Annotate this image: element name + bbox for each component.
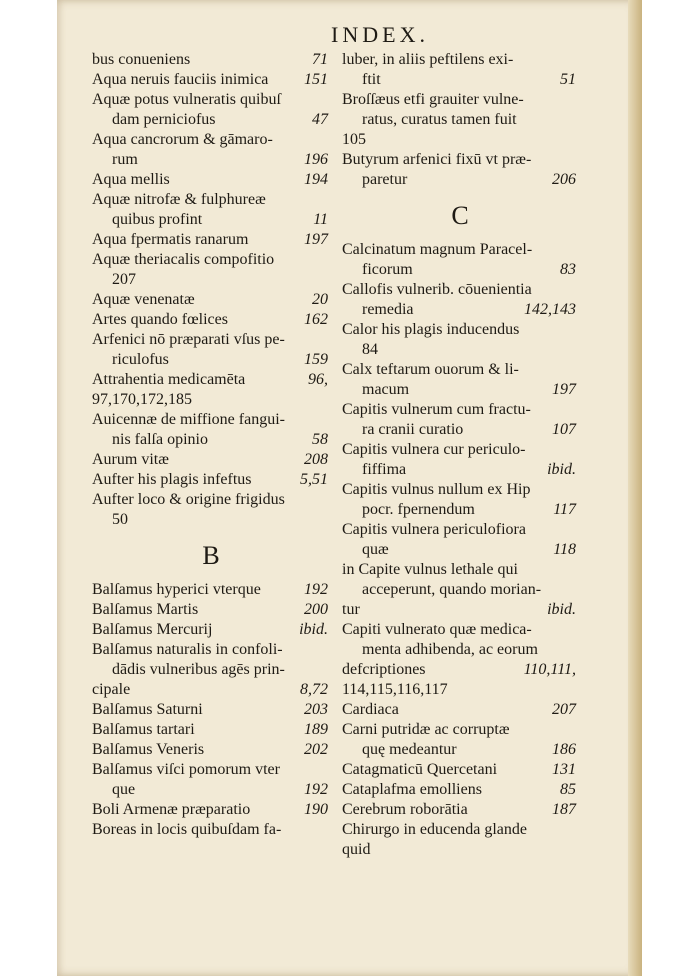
index-column-left <box>92 50 330 840</box>
entry-text: Balſamus Martis <box>92 601 199 618</box>
entry-text: defcriptiones <box>342 661 426 678</box>
page-reference: 189 <box>304 721 328 738</box>
index-entry <box>92 640 330 680</box>
entry-text: Aqua fpermatis ranarum <box>92 231 249 248</box>
page-edge <box>628 0 642 976</box>
page-reference: 5,51 <box>300 471 328 488</box>
page-reference: 110,111, <box>523 661 576 678</box>
index-entry <box>342 480 578 520</box>
entry-text: Balſamus Saturni <box>92 701 203 718</box>
index-column-right <box>342 50 578 860</box>
index-entry <box>92 800 330 820</box>
index-entry <box>92 820 330 840</box>
index-entry <box>342 720 578 760</box>
index-entry <box>92 600 330 620</box>
index-entry <box>92 90 330 130</box>
index-entry <box>92 330 330 370</box>
index-entry <box>342 660 578 680</box>
entry-continuation: quæ <box>362 541 389 558</box>
index-entry <box>92 190 330 230</box>
page-reference: 162 <box>304 311 328 328</box>
page-reference: 20 <box>312 291 328 308</box>
entry-continuation: macum <box>362 381 410 398</box>
index-entry <box>342 400 578 440</box>
entry-text: Auicennæ de miffione fangui- <box>92 411 285 428</box>
entry-text: Boli Armenæ præparatio <box>92 801 251 818</box>
entry-text: Aquæ theriacalis compofitio <box>92 251 275 268</box>
entry-text: Calor his plagis inducendus <box>342 321 520 338</box>
index-entry <box>342 760 578 780</box>
index-entry <box>342 800 578 820</box>
entry-continuation: quę medeantur <box>362 741 457 758</box>
page-reference: 71 <box>312 51 328 68</box>
entry-text: Chirurgo in educenda glande <box>342 821 527 838</box>
page-reference: 118 <box>553 541 576 558</box>
entry-text: Aufter loco & origine frigidus <box>92 491 285 508</box>
index-entry <box>342 820 578 840</box>
entry-text: Callofis vulnerib. cōuenientia <box>342 281 532 298</box>
entry-text: Aquæ potus vulneratis quibuſ <box>92 91 281 108</box>
index-entry <box>342 840 578 860</box>
entry-text: Broſſæus etfi grauiter vulne- <box>342 91 524 108</box>
entry-continuation: dam perniciofus <box>112 111 216 128</box>
index-entry <box>92 230 330 250</box>
index-entry <box>92 470 330 490</box>
index-entry <box>92 700 330 720</box>
entry-text: Capitis vulnerum cum fractu- <box>342 401 531 418</box>
entry-text: Capitis vulnus nullum ex Hip <box>342 481 531 498</box>
page-reference: 206 <box>552 171 576 188</box>
entry-continuation: paretur <box>362 171 408 188</box>
entry-text: Attrahentia medicamēta <box>92 371 246 388</box>
index-entry <box>92 490 330 530</box>
entry-continuation: rum <box>112 151 138 168</box>
index-entry <box>342 50 578 90</box>
page-reference: 142,143 <box>524 301 576 318</box>
entry-continuation: remedia <box>362 301 414 318</box>
index-entry <box>342 700 578 720</box>
page-reference: 207 <box>552 701 576 718</box>
index-entry <box>342 90 578 130</box>
entry-text: 114,115,116,117 <box>342 681 448 698</box>
entry-continuation: 84 <box>362 341 378 358</box>
index-entry <box>92 740 330 760</box>
entry-text: Boreas in locis quibuſdam fa- <box>92 821 282 838</box>
index-entry <box>92 450 330 470</box>
index-entry <box>342 680 578 700</box>
entry-text: Carni putridæ ac corruptæ <box>342 721 510 738</box>
index-entry <box>342 440 578 480</box>
index-entry <box>92 680 330 700</box>
entry-text: Balſamus naturalis in confoli- <box>92 641 283 658</box>
page-reference: 202 <box>304 741 328 758</box>
page-reference: 196 <box>304 151 328 168</box>
page-reference: 159 <box>304 351 328 368</box>
index-entry <box>342 360 578 400</box>
entry-text: Balſamus hyperici vterque <box>92 581 261 598</box>
entry-text: quid <box>342 841 371 858</box>
page-reference: 85 <box>560 781 576 798</box>
page-reference: 117 <box>553 501 576 518</box>
entry-text: Arfenici nō præparati vſus pe- <box>92 331 285 348</box>
entry-text: Cerebrum roborātia <box>342 801 468 818</box>
page-reference: 208 <box>304 451 328 468</box>
entry-text: Aurum vitæ <box>92 451 169 468</box>
entry-text: Cataplafma emolliens <box>342 781 482 798</box>
page-reference: 192 <box>304 781 328 798</box>
page-reference: 47 <box>312 111 328 128</box>
page-reference: 8,72 <box>300 681 328 698</box>
index-entry <box>92 290 330 310</box>
page-reference: 83 <box>560 261 576 278</box>
entry-text: Aqua mellis <box>92 171 170 188</box>
index-entry <box>342 560 578 600</box>
entry-text: Artes quando fœlices <box>92 311 228 328</box>
entry-continuation: fiffima <box>362 461 407 478</box>
entry-text: 105 <box>342 131 366 148</box>
entry-continuation: ra cranii curatio <box>362 421 464 438</box>
index-entry <box>92 130 330 170</box>
page-reference: ibid. <box>547 601 576 618</box>
page-header: INDEX. <box>331 22 429 47</box>
index-entry <box>342 520 578 560</box>
section-letter: B <box>202 541 220 570</box>
page-reference: 107 <box>552 421 576 438</box>
page-reference: 194 <box>304 171 328 188</box>
page-reference: 58 <box>312 431 328 448</box>
index-entry <box>342 150 578 190</box>
section-letter: C <box>451 201 469 230</box>
page-reference: 151 <box>304 71 328 88</box>
index-entry <box>92 760 330 800</box>
entry-continuation: 50 <box>112 511 128 528</box>
entry-text: Balſamus Veneris <box>92 741 205 758</box>
entry-continuation: ftit <box>362 71 381 88</box>
page-reference: 190 <box>304 801 328 818</box>
entry-text: Calx teftarum ouorum & li- <box>342 361 519 378</box>
index-entry <box>92 390 330 410</box>
entry-continuation: ratus, curatus tamen fuit <box>362 111 517 128</box>
page-reference: 186 <box>552 741 576 758</box>
index-entry <box>92 410 330 450</box>
page-reference: 187 <box>552 801 576 818</box>
page-reference: ibid. <box>547 461 576 478</box>
entry-text: Capitis vulnera cur periculo- <box>342 441 526 458</box>
index-entry <box>342 130 578 150</box>
index-entry <box>92 370 330 390</box>
page-reference: 11 <box>313 211 328 228</box>
entry-continuation: que <box>112 781 136 798</box>
entry-text: tur <box>342 601 360 618</box>
page-reference: 131 <box>552 761 576 778</box>
entry-continuation: menta adhibenda, ac eorum <box>362 641 538 658</box>
entry-text: Aquæ venenatæ <box>92 291 195 308</box>
entry-text: Catagmaticū Quercetani <box>342 761 498 778</box>
index-entry <box>92 310 330 330</box>
page-reference: 197 <box>552 381 576 398</box>
entry-text: Aquæ nitrofæ & fulphureæ <box>92 191 266 208</box>
entry-text: luber, in aliis peftilens exi- <box>342 51 514 68</box>
index-entry <box>92 580 330 600</box>
entry-text: Balſamus tartari <box>92 721 195 738</box>
entry-text: Capitis vulnera periculofiora <box>342 521 526 538</box>
index-entry <box>92 70 330 90</box>
index-entry <box>342 780 578 800</box>
entry-continuation: pocr. fpernendum <box>362 501 475 518</box>
page-reference: 51 <box>560 71 576 88</box>
index-entry <box>92 250 330 290</box>
entry-text: 97,170,172,185 <box>92 391 192 408</box>
index-entry <box>342 320 578 360</box>
entry-text: Aufter his plagis infeftus <box>92 471 252 488</box>
entry-text: Aqua neruis fauciis inimica <box>92 71 269 88</box>
page-reference: 200 <box>304 601 328 618</box>
index-entry <box>92 50 330 70</box>
index-entry <box>92 620 330 640</box>
entry-text: Aqua cancrorum & gāmaro- <box>92 131 273 148</box>
entry-continuation: 207 <box>112 271 136 288</box>
entry-text: in Capite vulnus lethale qui <box>342 561 518 578</box>
page-reference: 197 <box>304 231 328 248</box>
entry-text: Balſamus Mercurij <box>92 621 213 638</box>
entry-continuation: nis falſa opinio <box>112 431 208 448</box>
index-entry <box>92 170 330 190</box>
page-reference: 203 <box>304 701 328 718</box>
entry-continuation: quibus profint <box>112 211 203 228</box>
entry-continuation: dādis vulneribus agēs prin- <box>112 661 285 678</box>
entry-text: Cardiaca <box>342 701 399 718</box>
page-reference: 192 <box>304 581 328 598</box>
page-reference: ibid. <box>299 621 328 638</box>
page-reference: 96, <box>308 371 328 388</box>
entry-continuation: ficorum <box>362 261 413 278</box>
entry-text: Capiti vulnerato quæ medica- <box>342 621 532 638</box>
entry-text: Butyrum arfenici fixū vt præ- <box>342 151 532 168</box>
index-entry <box>342 600 578 620</box>
entry-continuation: riculofus <box>112 351 169 368</box>
index-entry <box>342 240 578 280</box>
index-entry <box>92 720 330 740</box>
index-entry <box>342 620 578 660</box>
entry-text: Calcinatum magnum Paracel- <box>342 241 533 258</box>
entry-text: bus conueniens <box>92 51 191 68</box>
index-entry <box>342 280 578 320</box>
entry-text: Balſamus viſci pomorum vter <box>92 761 280 778</box>
entry-continuation: acceperunt, quando morian- <box>362 581 542 598</box>
entry-text: cipale <box>92 681 131 698</box>
